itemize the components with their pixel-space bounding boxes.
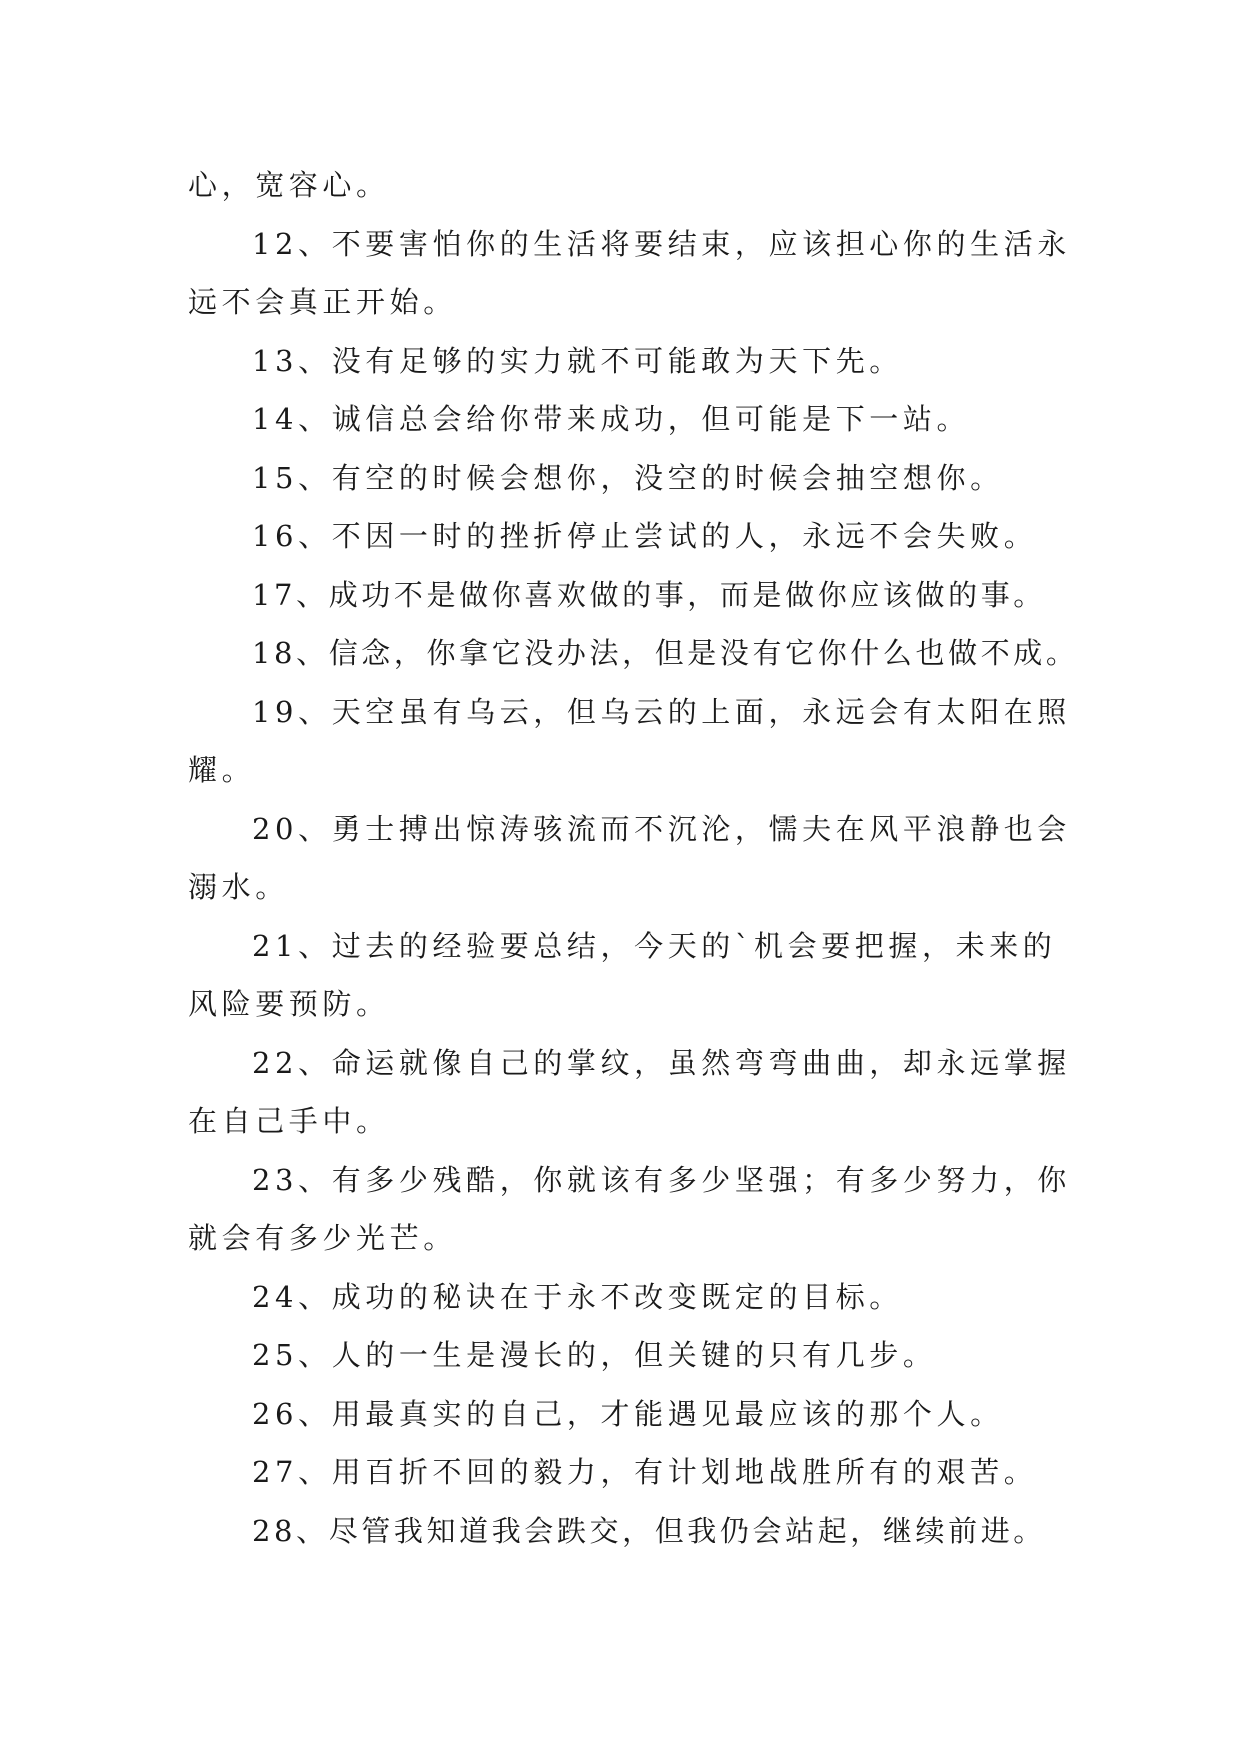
paragraph: 13、没有足够的实力就不可能敢为天下先。 bbox=[252, 343, 903, 378]
paragraph: 27、用百折不回的毅力，有计划地战胜所有的艰苦。 bbox=[252, 1455, 1038, 1489]
paragraph: 24、成功的秘诀在于永不改变既定的目标。 bbox=[252, 1279, 903, 1314]
paragraph: 心，宽容心。 bbox=[188, 168, 390, 202]
paragraph: 26、用最真实的自己，才能遇见最应该的那个人。 bbox=[252, 1396, 1004, 1431]
paragraph: 21、过去的经验要总结，今天的`机会要把握，未来的风险要预防。 bbox=[188, 928, 1057, 1021]
paragraph: 28、尽管我知道我会跌交，但我仍会站起，继续前进。 bbox=[252, 1513, 1046, 1548]
paragraph: 20、勇士搏出惊涛骇流而不沉沦，懦夫在风平浪静也会溺水。 bbox=[188, 811, 1071, 904]
paragraph: 23、有多少残酷，你就该有多少坚强；有多少努力，你就会有多少光芒。 bbox=[188, 1162, 1071, 1255]
document-body bbox=[188, 156, 1079, 1560]
paragraph: 17、成功不是做你喜欢做的事，而是做你应该做的事。 bbox=[252, 577, 1046, 612]
paragraph: 19、天空虽有乌云，但乌云的上面，永远会有太阳在照耀。 bbox=[188, 694, 1071, 787]
paragraph: 18、信念，你拿它没办法，但是没有它你什么也做不成。 bbox=[252, 636, 1079, 670]
paragraph: 12、不要害怕你的生活将要结束，应该担心你的生活永远不会真正开始。 bbox=[188, 226, 1071, 319]
paragraph: 15、有空的时候会想你，没空的时候会抽空想你。 bbox=[252, 460, 1004, 495]
paragraph: 22、命运就像自己的掌纹，虽然弯弯曲曲，却永远掌握在自己手中。 bbox=[188, 1045, 1071, 1138]
paragraph: 25、人的一生是漫长的，但关键的只有几步。 bbox=[252, 1338, 937, 1372]
paragraph: 16、不因一时的挫折停止尝试的人，永远不会失败。 bbox=[252, 519, 1038, 553]
paragraph: 14、诚信总会给你带来成功，但可能是下一站。 bbox=[252, 402, 971, 436]
